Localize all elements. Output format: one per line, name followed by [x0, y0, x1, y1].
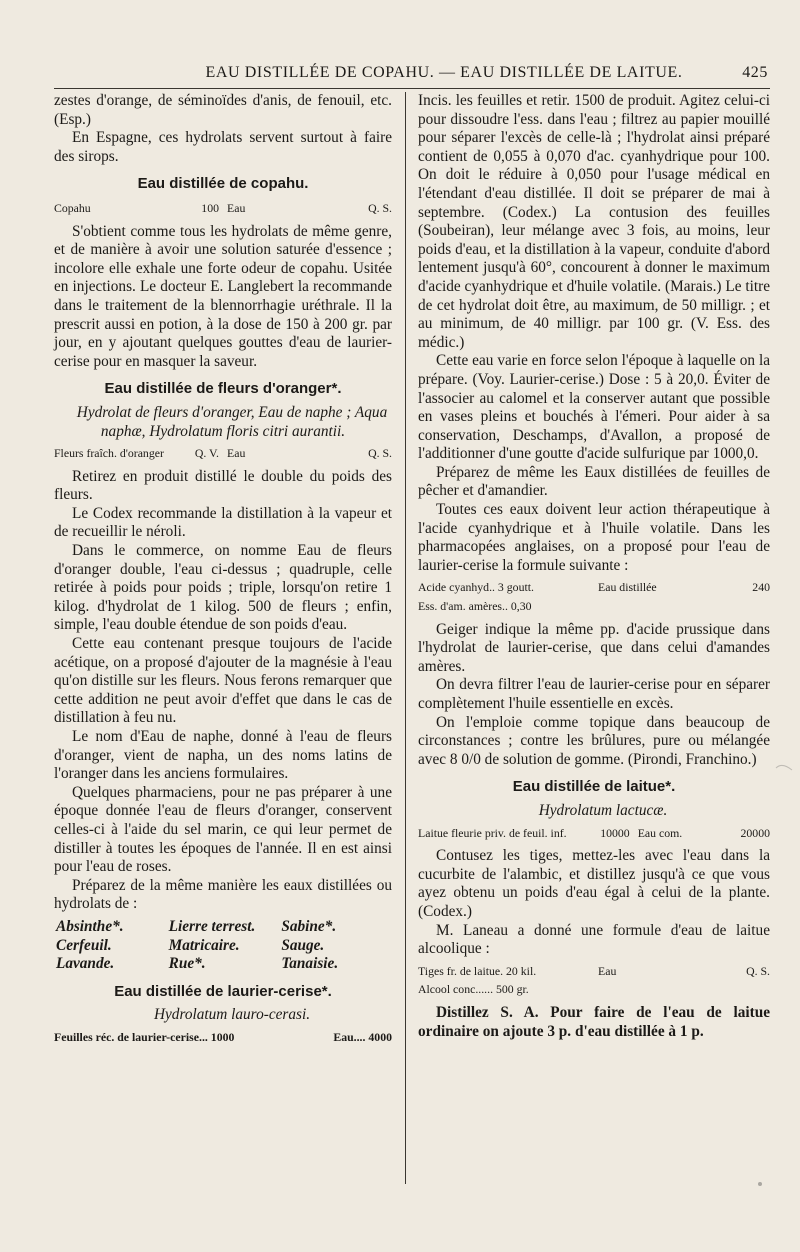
quantity: 100: [201, 200, 219, 215]
paragraph: Le Codex recommande la distillation à la vapeur et de recueillir le néroli.: [54, 504, 392, 541]
paragraph: Cette eau varie en force selon l'époque à laquelle on la prépare. (Voy. Laurier-cerise.) Dose : 5 à 20,0. Éviter de l'associer au calomel et la conserver autant que possible en vases pleins et bouchés à l'émeri. Pour aider à sa conservation, Deschamps, d'Avallon, a proposé de l'additionner d'une goutte d'acide sulfurique par 1000,0.: [418, 352, 770, 463]
paragraph: Préparez de même les Eaux distillées de feuilles de pêcher et d'amandier.: [418, 463, 770, 500]
quantity: 10000: [600, 825, 630, 840]
quantity: Q. V.: [194, 446, 219, 461]
plant-item: Lavande.: [56, 955, 115, 973]
ingredient: Alcool conc...... 500 gr.: [418, 982, 529, 997]
plant-item: Rue*.: [168, 955, 206, 973]
page-number: 425: [742, 64, 768, 81]
margin-dot-icon: [756, 1180, 764, 1188]
running-header: [120, 62, 768, 86]
section-synonyms: Hydrolatum lauro-cerasi.: [153, 1006, 311, 1024]
ingredient: Acide cyanhyd.. 3 goutt.: [418, 580, 534, 595]
header-rule: [54, 88, 770, 89]
paragraph: En Espagne, ces hydrolats servent surtout à faire des sirops.: [54, 129, 392, 165]
plant-item: Lierre terrest.: [168, 917, 256, 935]
plant-item: Matricaire.: [168, 936, 240, 954]
section-heading-oranger: Eau distillée de fleurs d'oranger*.: [104, 380, 342, 398]
margin-smudge-icon: [774, 758, 794, 778]
paragraph: On devra filtrer l'eau de laurier-cerise pour en séparer complètement l'huile essentielle en excès.: [418, 676, 770, 712]
quantity: Q. S.: [368, 200, 392, 215]
ingredient: Feuilles réc. de laurier-cerise...: [54, 1029, 208, 1044]
ingredient: Ess. d'am. amères.. 0,30: [418, 599, 532, 614]
ingredient: Copahu: [54, 200, 91, 215]
ingredient: Eau: [227, 446, 246, 461]
plant-item: Tanaisie.: [281, 955, 339, 973]
paragraph: S'obtient comme tous les hydrolats de même genre, et de manière à avoir une solution saturée d'essence ; incolore elle exhale une forte odeur de copahu. Usitée en injections. Le docteur E. Langlebert la recommande dans le traitement de la blennorrhagie uréthrale. Il la prescrit aussi en potion, à la dose de 150 à 200 gr. par jour, en y ajoutant quelques gouttes d'eau de laurier-cerise pour en masquer la saveur.: [54, 222, 392, 370]
paragraph: Contusez les tiges, mettez-les avec l'eau dans la cucurbite de l'alambic, et distillez jusqu'à ce que vous ayez obtenu un poids d'eau égal à celui de la plante. (Codex.): [418, 847, 770, 920]
quantity: Q. S.: [368, 446, 392, 461]
section-synonyms: Hydrolatum lactucæ.: [538, 801, 668, 819]
paragraph: Retirez en produit distillé le double du poids des fleurs.: [54, 467, 392, 504]
column-divider: [405, 92, 406, 1184]
paragraph: Quelques pharmaciens, pour ne pas préparer à une époque donnée l'eau de fleurs d'oranger, conservent celles-ci à l'aide du sel marin, ce qui leur permet de distiller à toutes les époques de l'année. Il en est ainsi pour l'eau de roses.: [54, 783, 392, 876]
recipe-english: [418, 578, 770, 615]
running-title: EAU DISTILLÉE DE COPAHU. — EAU DISTILLÉE DE LAITUE.: [205, 64, 683, 81]
paragraph: Geiger indique la même pp. d'acide prussique dans l'hydrolat de laurier-cerise, que dans celui d'amandes amères.: [418, 620, 770, 675]
ingredient: Laitue fleurie priv. de feuil. inf.: [418, 825, 567, 840]
paragraph: Dans le commerce, on nomme Eau de fleurs d'oranger double, l'eau ci-dessus ; quadruple, celle retirée à poids pour poids ; triple, lorsqu'on retire 1 kilog. d'hydrolat de 1 kilog. 500 de fleurs ; enfin, simple, l'eau double étendue de son poids d'eau.: [54, 542, 392, 634]
quantity: Q. S.: [746, 963, 770, 978]
plant-item: Absinthe*.: [56, 917, 124, 935]
paragraph: M. Laneau a donné une formule d'eau de laitue alcoolique :: [418, 921, 770, 958]
ingredient: Eau....: [333, 1029, 366, 1044]
right-column: [418, 92, 770, 1041]
ingredient: Eau: [598, 963, 617, 978]
paragraph: Toutes ces eaux doivent leur action thérapeutique à l'acide cyanhydrique et à l'huile volatile. Dans les pharmacopées anglaises, on a proposé pour l'eau de laurier-cerise la formule suivante :: [418, 501, 770, 574]
recipe-laitue: [418, 824, 770, 843]
paragraph: Distillez S. A. Pour faire de l'eau de laitue ordinaire on ajoute 3 p. d'eau distillée à 1 p.: [418, 1003, 770, 1040]
quantity: 240: [752, 580, 770, 595]
ingredient: Tiges fr. de laitue. 20 kil.: [418, 963, 537, 978]
paragraph: zestes d'orange, de séminoïdes d'anis, de fenouil, etc. (Esp.): [54, 92, 392, 128]
ingredient: Eau com.: [637, 825, 683, 840]
quantity: 4000: [368, 1029, 392, 1044]
plant-item: Sabine*.: [281, 917, 337, 935]
paragraph: Le nom d'Eau de naphe, donné à l'eau de fleurs d'oranger, vient de napha, un des noms latins de l'oranger dans les anciens formulaires.: [54, 728, 392, 783]
paragraph: On l'emploie comme topique dans beaucoup de circonstances ; contre les brûlures, pure ou mélangée avec 8 0/0 de solution de gomme. (Pirondi, Franchino.): [418, 713, 770, 768]
paragraph: Incis. les feuilles et retir. 1500 de produit. Agitez celui-ci pour dissoudre l'ess. dans l'eau ; filtrez au papier mouillé pour séparer l'excès de celle-là ; l'hydrolat ainsi préparé contient de 0,055 à 0,070 d'ac. cyanhydrique pour 100. On doit le réduire à 0,050 pour l'usage médical en l'étendant d'eau distillée. Il doit se préparer de mai à septembre. (Codex.) La contusion des feuilles (Soubeiran), leur mélange avec 3 fois, au moins, leur poids d'eau, et la distillation à la vapeur, conduite d'abord lentement jusqu'à 60°, concourent à donner le maximum d'acide cyanhydrique et d'huile volatile. (Marais.) Le titre de cet hydrolat doit être, au maximum, de 50 milligr. ; et au minimum, de 40 milligr. par 100 gr. (V. Ess. des médic.): [418, 92, 770, 351]
left-column: [54, 92, 392, 1047]
recipe-oranger: [54, 444, 392, 463]
section-heading-copahu: Eau distillée de copahu.: [137, 175, 309, 193]
ingredient: Fleurs fraîch. d'oranger: [54, 446, 164, 461]
section-heading-laitue: Eau distillée de laitue*.: [512, 778, 676, 796]
section-heading-laurier: Eau distillée de laurier-cerise*.: [114, 982, 332, 1000]
recipe-copahu: [54, 199, 392, 218]
plant-item: Sauge.: [281, 936, 325, 954]
recipe-laurier: [54, 1028, 392, 1047]
recipe-laitue-alcoolique: [418, 962, 770, 999]
section-synonyms: Hydrolat de fleurs d'oranger, Eau de naphe ; Aqua naphæ, Hydrolatum floris citri aurantii.: [76, 403, 388, 440]
paragraph: Préparez de la même manière les eaux distillées ou hydrolats de :: [54, 876, 392, 913]
quantity: 1000: [210, 1029, 235, 1044]
plant-list: [54, 918, 392, 974]
paragraph: Cette eau contenant presque toujours de l'acide acétique, on a proposé d'ajouter de la magnésie à l'eau qu'on distille sur les fleurs. Nous ferons remarquer que cette addition ne peut avoir d'effet que dans le cas de distillation à feu nu.: [54, 635, 392, 727]
plant-item: Cerfeuil.: [56, 936, 112, 954]
quantity: 20000: [740, 825, 770, 840]
ingredient: Eau: [227, 200, 246, 215]
ingredient: Eau distillée: [598, 580, 657, 595]
